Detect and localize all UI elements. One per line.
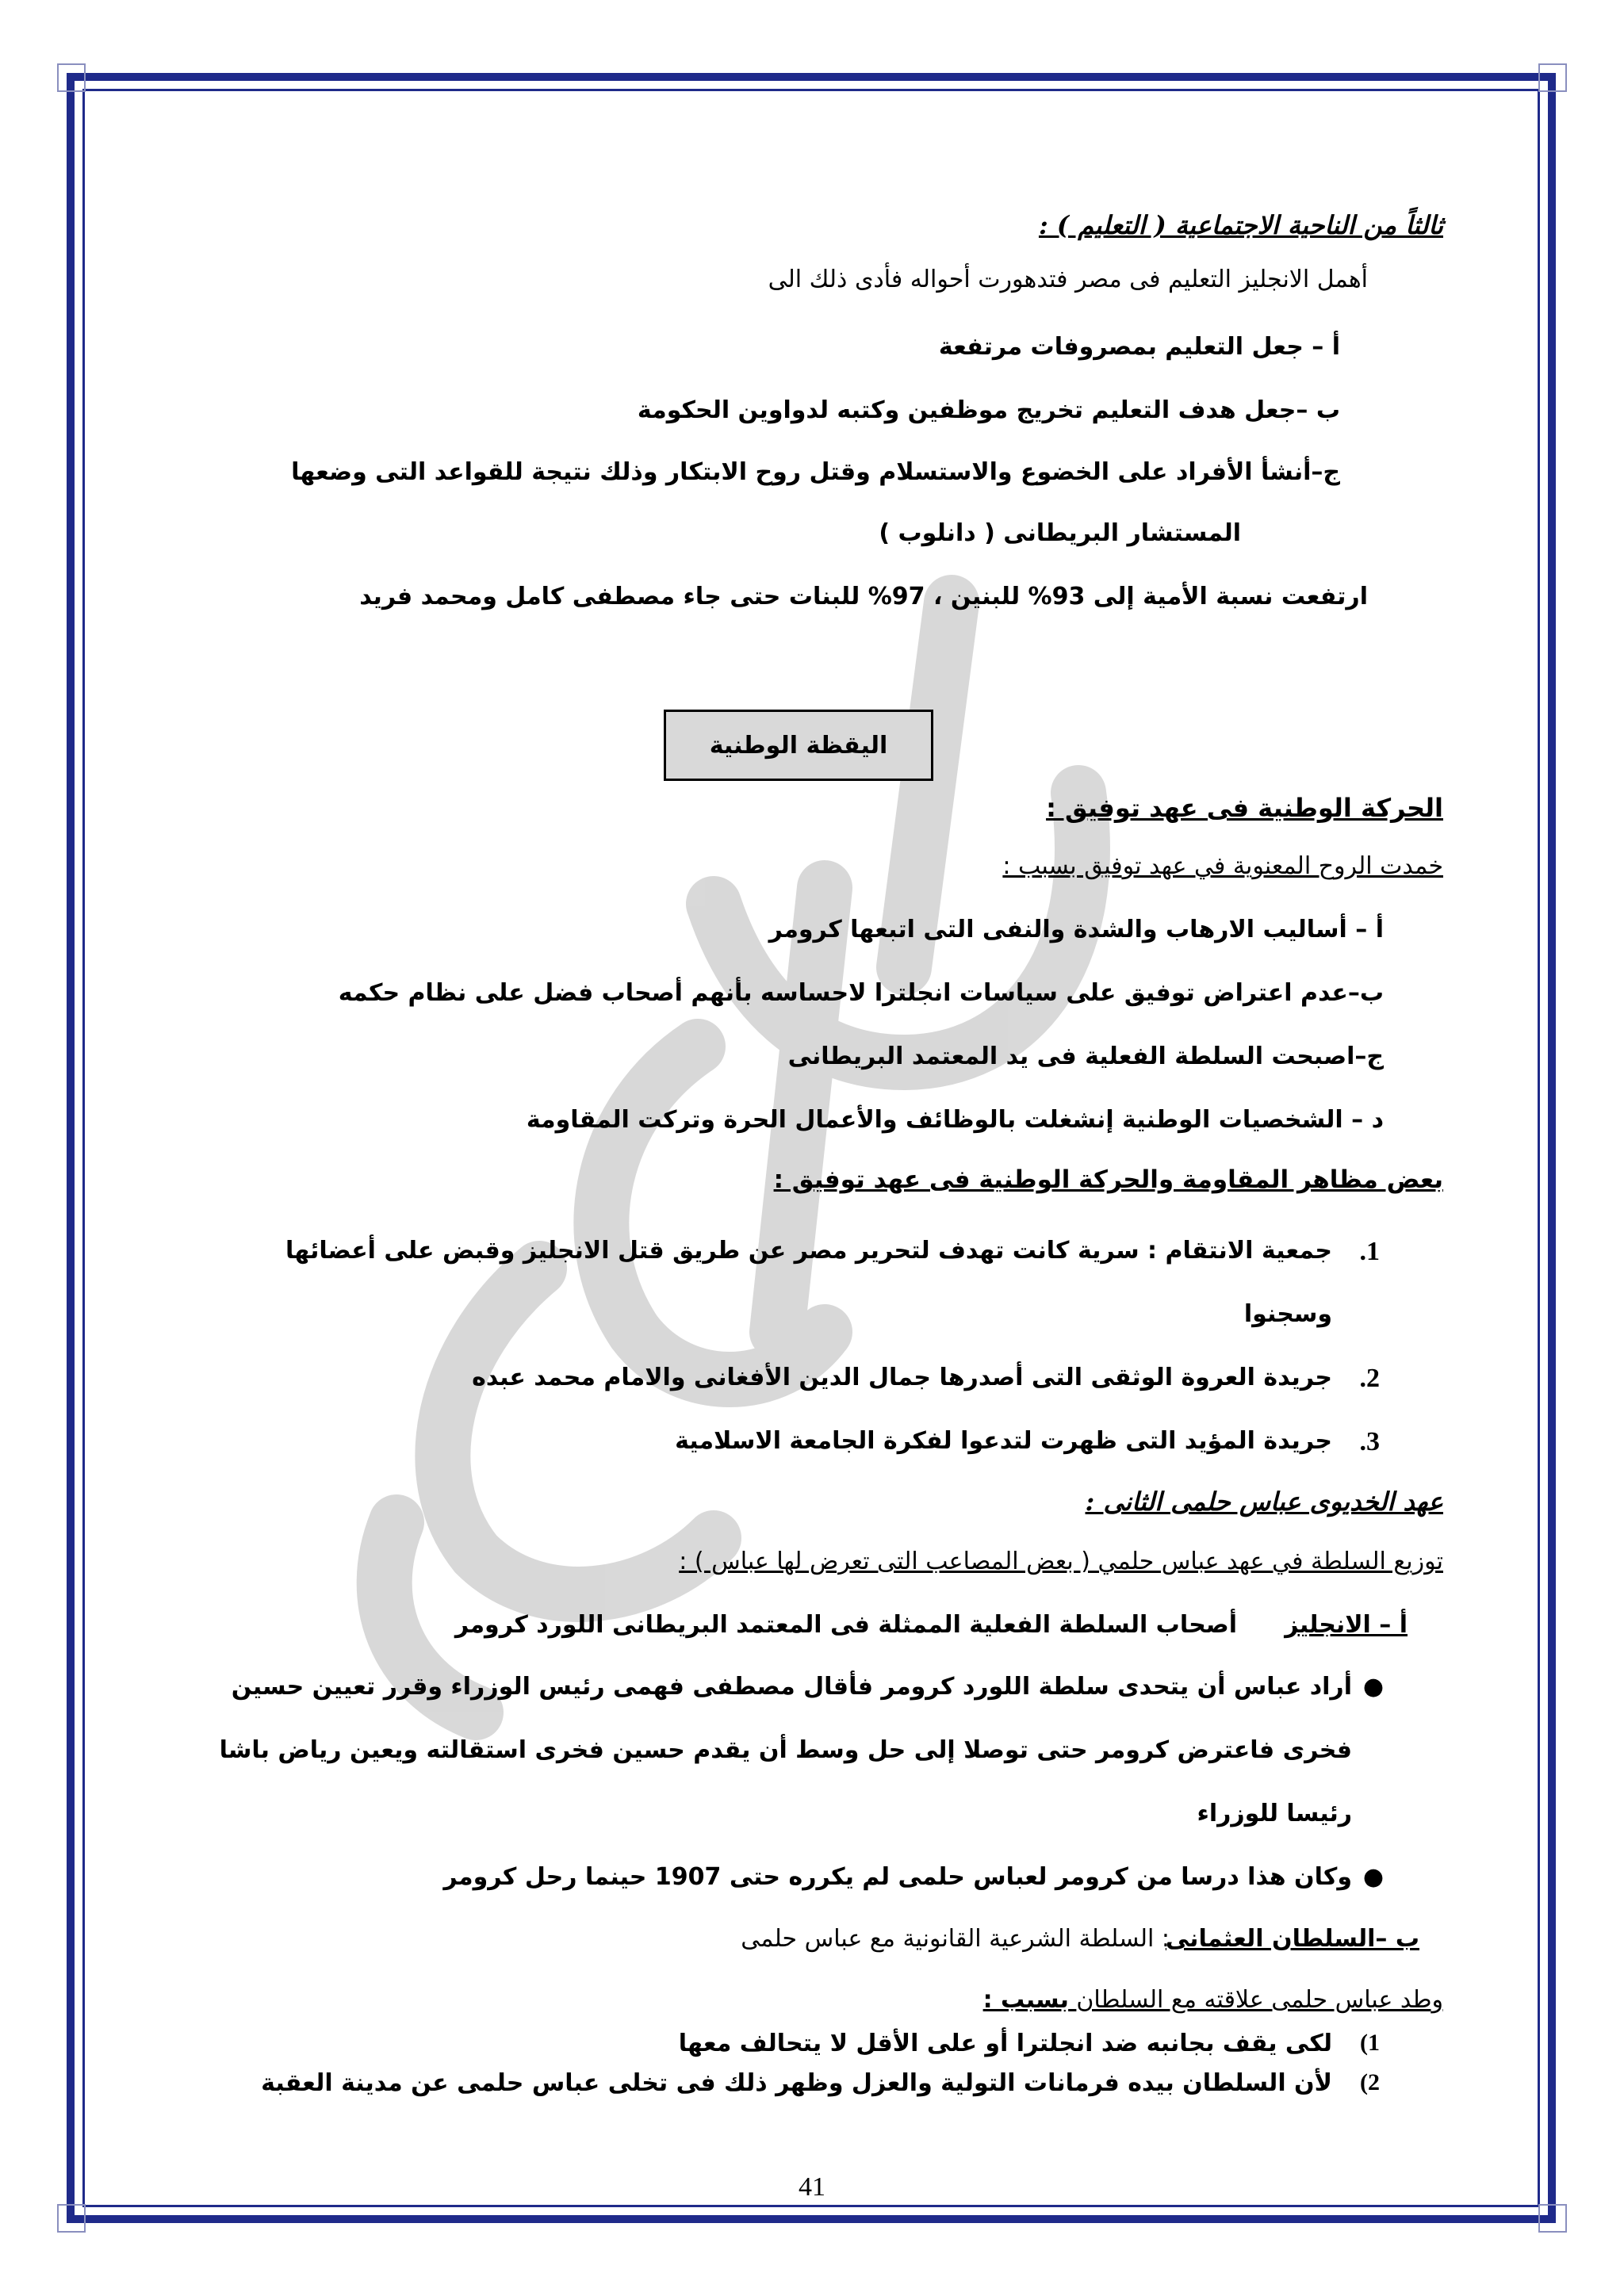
bullet-2-marker: ●	[1362, 1863, 1384, 1891]
sultan-subheading	[983, 1986, 1443, 2014]
education-item-a: أ – جعل التعليم بمصروفات مرتفعة	[938, 333, 1340, 361]
resistance-item-2: جريدة العروة الوثقى التى أصدرها جمال الدين الأفغانى والامام محمد عبده	[472, 1364, 1332, 1391]
education-item-b: ب –جعل هدف التعليم تخريج موظفين وكتبه لدواوين الحكومة	[637, 396, 1340, 424]
tawfiq-heading: الحركة الوطنية فى عهد توفيق :	[1046, 793, 1443, 823]
abbas-subheading: توزيع السلطة في عهد عباس حلمي ( بعض المصاعب التى تعرض لها عباس ) :	[679, 1548, 1443, 1575]
education-item-c-line1: ج–أنشأ الأفراد على الخضوع والاستسلام وقتل روح الابتكار وذلك نتيجة للقواعد التى وضعها	[291, 458, 1340, 486]
bullet-1-marker: ●	[1362, 1673, 1384, 1701]
bullet-1-line1: أراد عباس أن يتحدى سلطة اللورد كرومر فأقال مصطفى فهمى رئيس الوزراء وقرر تعيين حسين	[231, 1673, 1352, 1701]
corner-ornament	[57, 2204, 86, 2233]
abbas-item-b-label: ب –السلطان العثمانى	[1165, 1925, 1419, 1953]
tawfiq-item-c: ج–اصبحت السلطة الفعلية فى يد المعتمد البريطانى	[787, 1043, 1384, 1070]
sultan-number-2: 2)	[1360, 2069, 1380, 2095]
education-intro: أهمل الانجليز التعليم فى مصر فتدهورت أحواله فأدى ذلك الى	[768, 266, 1368, 293]
resistance-heading: بعض مظاهر المقاومة والحركة الوطنية فى عهد توفيق :	[773, 1165, 1443, 1194]
tawfiq-subheading: خمدت الروح المعنوية في عهد توفيق بسبب :	[1002, 852, 1443, 880]
resistance-item-1-line1: جمعية الانتقام : سرية كانت تهدف لتحرير مصر عن طريق قتل الانجليز وقبض على أعضائها	[285, 1237, 1332, 1265]
sultan-number-1: 1)	[1360, 2030, 1380, 2056]
abbas-item-a-label: أ – الانجليز	[1285, 1611, 1408, 1639]
corner-ornament	[1538, 2204, 1567, 2233]
page-number: 41	[799, 2172, 825, 2202]
tawfiq-item-b: ب–عدم اعتراض توفيق على سياسات انجلترا لاحساسه بأنهم أصحاب فضل على نظام حكمه	[338, 979, 1384, 1007]
resistance-number-2: 2.	[1359, 1364, 1380, 1393]
sultan-reason-1: لكى يقف بجانبه ضد انجلترا أو على الأقل لا يتحالف معها	[678, 2030, 1332, 2057]
abbas-item-a-text: أصحاب السلطة الفعلية الممثلة فى المعتمد البريطانى اللورد كرومر	[454, 1611, 1237, 1639]
national-awakening-box: اليقظة الوطنية	[664, 710, 933, 781]
resistance-number-1: 1.	[1359, 1237, 1380, 1266]
abbas-heading: عهد الخديوى عباس حلمى الثانى :	[1085, 1487, 1443, 1517]
bullet-1-line3: رئيسا للوزراء	[1197, 1800, 1352, 1827]
corner-ornament	[1538, 63, 1567, 92]
bullet-2-text: وكان هذا درسا من كرومر لعباس حلمى لم يكرره حتى 1907 حينما رحل كرومر	[443, 1863, 1352, 1891]
tawfiq-item-d: د – الشخصيات الوطنية إنشغلت بالوظائف والأعمال الحرة وتركت المقاومة	[526, 1106, 1384, 1134]
sultan-subheading-text: وطد عباس حلمى علاقته مع السلطان	[1076, 1986, 1443, 2014]
resistance-number-3: 3.	[1359, 1427, 1380, 1456]
resistance-item-1-line2: وسجنوا	[1243, 1300, 1332, 1328]
illiteracy-statement: ارتفعت نسبة الأمية إلى 93% للبنين ، 97% للبنات حتى جاء مصطفى كامل ومحمد فريد	[359, 583, 1368, 610]
abbas-item-b-text: : السلطة الشرعية القانونية مع عباس حلمى	[741, 1925, 1170, 1953]
sultan-reason-2: لأن السلطان بيده فرمانات التولية والعزل وظهر ذلك فى تخلى عباس حلمى عن مدينة العقبة	[261, 2069, 1332, 2097]
tawfiq-item-a: أ – أساليب الارهاب والشدة والنفى التى اتبعها كرومر	[768, 916, 1384, 943]
corner-ornament	[57, 63, 86, 92]
bullet-1-line2: فخرى فاعترض كرومر حتى توصلا إلى حل وسط أن يقدم حسين فخرى استقالته ويعين رياض باشا	[219, 1736, 1352, 1764]
education-item-c-line2: المستشار البريطانى ( دانلوب )	[879, 519, 1241, 547]
sultan-subheading-cause: بسبب :	[982, 1986, 1069, 2014]
education-heading: ثالثاً من الناحية الاجتماعية ( التعليم ) :	[1038, 210, 1443, 240]
resistance-item-3: جريدة المؤيد التى ظهرت لتدعوا لفكرة الجامعة الاسلامية	[675, 1427, 1332, 1455]
